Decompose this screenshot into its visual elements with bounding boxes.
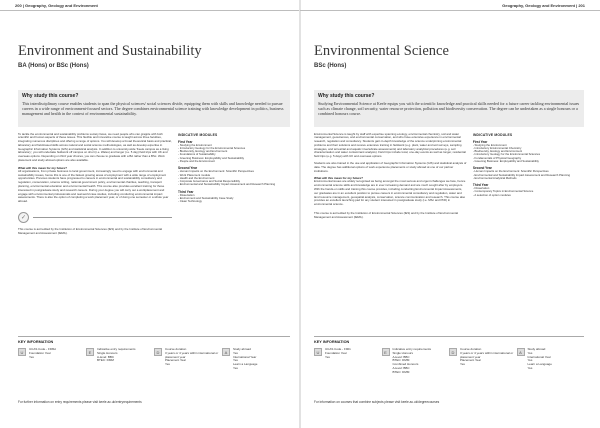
key-info-heading: KEY INFORMATION [314,340,350,344]
module-item: - Environment and Sustainability Case Study [178,196,234,201]
key-info-title: Study abroad [233,347,251,351]
key-info-title: Indicative entry requirements [392,347,432,351]
module-item: - Studying the Environment [178,142,212,147]
body-paragraph: To tackle the environmental and sustainability problems society faces, we need people who can grapple with both scientific and human aspects of these issues. This flexible and innovative course is taught across three faculties, integrating numerous disciplines and offering a range of options. You will develop a broad theoretical basis and practical, laboratory and field-based skills across natural and social science methodologies, as well as develop expertise in Geographic Information Systems (GIS) and statistical analysis. In addition to university-wide 'Keele campus as a living laboratory', you will undertake fieldwork off campus on short (i.e. Wales) and longer (i.e. 5 day) field trips with UK and overseas options. Depending on third year choices, you can choose to graduate with a BA rather than a BSc. Work placement and study abroad options are also available. [18,131,172,163]
key-info-ucas [314,348,382,375]
future-heading: What will this mean for my future? [18,165,68,170]
key-info-line: BTEC: DMM [97,358,114,363]
section-name: Geography, Geology and Environment [502,2,575,8]
key-info-line: Yes [233,358,238,363]
key-info-line: Learn a Language [527,362,552,367]
module-item: - Greening Business: Employability and Sustainability [178,155,245,160]
module-item: - Human Impacts on the Environment: Scientific Perspectives [178,169,254,174]
key-info-line: International Year [233,354,257,359]
module-item: - Human Impacts on the Environment: Scientific Perspectives [472,169,549,174]
module-item: - Introductory Geology for the Environmental Sciences [178,145,246,150]
module-item: - Clean Technology [178,199,202,204]
ucas-icon: U [18,348,26,356]
course-description [314,133,473,220]
module-item: - Dissertation [178,192,195,197]
module-item: - Greening Business: Employability and Sustainability [472,158,539,163]
key-info-line: 3 years or 4 years within international or placement year [165,350,219,359]
year-heading: Third Year [178,189,194,194]
key-info-line: Learn a Language [233,362,258,367]
key-info-line: Foundation Year [325,350,347,355]
accreditation-badges [18,212,172,223]
key-info-duration [449,348,517,375]
module-item: - A selection of option modules [472,192,511,197]
key-info-line: Placement Year [460,358,482,363]
key-info-abroad [517,348,585,375]
left-header-text: 200 | Geography, Geology and Environment [15,2,98,8]
key-info-line: Yes [527,350,533,355]
module-item: - Studying the Environment [472,142,507,147]
body-paragraph: Students are also trained in the use and application of Geographic Information Systems (GIS) and statistical analysis of data. The degree has additional options of work experience placements or study abroad at one of our partner institutions. [314,161,467,173]
module-item: - Dissertation [472,186,490,191]
future-text: All organisations, from private business to local government, increasingly need to engage with environmental and sustainability issues, hence this is one of the fastest growing areas of employment with a wide range of employment opportunities. Previous students have progressed to careers in environmental and sustainability consultancy and regulation, conservation, science writing, national government policy, environmental charities, teaching, transport planning, environmental education and environmental health. This course also provides excellent training for those interested in postgraduate study and research careers. During your degree you will carry out a workplacement and engage with environmental professionals and real-world case studies, including conducting environmental impact assessments. There is also the option of completing a work placement year, or of doing one semester or a whole year abroad. [18,168,169,204]
year-heading: Second Year [472,166,492,171]
module-item: - People and the Environment [178,158,216,163]
accreditation-logo-icon: ✓ [18,212,29,223]
right-page [300,0,600,428]
year-heading: First Year [472,139,488,144]
key-info-line: Yes [233,350,238,355]
module-item: - Environmental and Sustainability Impact Assessment and Research Planning [472,172,571,177]
key-info-line: Placement Year [165,358,187,363]
accreditation-text: This course is accredited by the Institution of Environmental Sciences (IES) and by the Institute of Environmental Management and Assessment (IEMA). [314,211,458,219]
module-item: - Biodiversity, Ecology and Environment [472,149,523,154]
key-info-line: A-level: BBC [392,354,410,359]
entry-icon: E [382,348,390,356]
why-study-box [314,90,584,127]
body-paragraph: Environmental Science is taught by staff with expertise spanning ecology, environmental chemistry, soil and water management, geosciences, and environmental conservation, and who have extensive experience in environmental research, regulation and consultancy. Students gain in-depth knowledge of the science underpinning environmental problems and their solutions and receive extensive training in fieldwork (e.g. plant, water and soil surveys, sampling strategies, and terrestrial and aquatic invertebrate assessments) and laboratory analytical procedures (e.g. soil characterisation and water contaminant analysis). Field trips include local, one-day events as well as longer, residential field trips (e.g. 5 days) with UK and overseas options. [314,131,466,159]
duration-icon: D [449,348,457,356]
right-page-header [300,0,600,11]
why-study-text: This interdisciplinary course enables students to span the physical sciences/ social sciences divide, equipping them with skills and knowledge needed to pursue careers in a wide range of environment-focused sectors. The degree combines environmental science training with knowledge development in politics, business management and health in the context of environmental sustainability. [22,100,284,116]
duration-icon: D [154,348,162,356]
entry-icon: E [86,348,94,356]
module-item: - Environmental Analytical Methods [472,175,517,180]
module-item: - Introductory Environmental Chemistry [472,145,522,150]
page-title: Environment and Sustainability [18,43,202,59]
module-item: - Biodiversity, Ecology and Environment [178,149,228,154]
degree-subtitle: BA (Hons) or BSc (Hons) [18,62,89,69]
future-heading: What will this mean for my future? [314,176,364,181]
year-heading: Second Year [178,166,198,171]
year-heading: First Year [178,139,193,144]
ucas-icon: U [314,348,322,356]
footer-note: For information on courses that combine subjects please visit keele.ac.uk/degreecourses [314,400,440,404]
key-info-abroad [222,348,290,371]
page-title: Environmental Science [314,43,449,59]
key-info-line: Yes [165,362,170,367]
key-info-line: Yes [460,362,465,367]
key-info-line: Yes [29,354,34,359]
key-info-line: Combined Honours [392,362,419,367]
key-info-line: Yes [527,358,533,363]
course-description [18,133,178,236]
key-info-title: Study abroad [527,347,546,351]
key-info-heading: KEY INFORMATION [18,340,54,344]
left-page-header [0,0,300,11]
key-info-line: International Year [527,354,551,359]
key-info-line: Yes [325,354,330,359]
modules-heading: INDICATIVE MODULES [472,132,513,137]
key-info-title: UCAS Code - F901 [325,347,351,351]
module-item: - Work Placement module [178,172,211,177]
divider [33,217,172,218]
key-info-duration [154,348,222,371]
degree-subtitle: BSc (Hons) [314,62,347,69]
why-study-heading: Why study this course? [318,92,375,99]
key-info-title: Course duration [460,347,482,351]
future-text: Environmental issues are widely recognised as being amongst the most serious and urgent challenges we face, hence environmental science skills and knowledge are in ever increasing demand and are much sought after by employers. With the hands-on skills and training this course provides, including conducting Environmental Impact Assessments, our graduates are in an excellent position to pursue careers in environmental consultancy and regulation, water and land resource management, geospatial analysis, conservation, science communication and research. This course also provides an excellent launching pad for any student interested in postgraduate study (i.e. MSc and PhD) in environmental science. [314,179,466,207]
key-info-line: BTEC: DMM [392,369,410,374]
key-info-title: UCAS Code - FD8H [29,347,56,351]
key-info-line: Single Honours [97,350,118,355]
key-info-line: Yes [527,365,533,370]
why-study-box [18,90,290,127]
module-item: - Introductory Geology for the Environmental Sciences [472,152,541,157]
study-abroad-icon: A [517,348,525,356]
module-item: - Fundamentals of Physical Geography [472,155,522,160]
module-item: - Health and the Environment [178,175,215,180]
section-name: Geography, Geology and Environment [25,2,98,8]
module-item: - Contemporary Topics in Environmental Science [472,189,534,194]
key-information [314,336,584,386]
key-info-line: A-level: BBC [97,354,115,359]
module-item: - Corporate Governance and Social Responsibility [178,179,241,184]
why-study-heading: Why study this course? [22,92,79,99]
footer-note: For further information on entry requirements please visit keele.ac.uk/entryrequirements [18,400,142,404]
key-info-ucas [18,348,86,371]
key-info-line: Single Honours [392,350,414,355]
indicative-modules [473,133,584,220]
key-info-entry [382,348,450,375]
key-info-line: BTEC: DMM [392,358,410,363]
page-number: 201 [578,2,585,8]
why-study-text: Studying Environmental Science at Keele equips you with the scientific knowledge and practical skills needed for a future career tackling environmental issues such as climate change, soil security, water resource protection, pollution and biodiversity conservation. The degree can be undertaken as a single honours or a combined honours course. [318,100,580,116]
year-heading: Third Year [472,183,489,188]
key-info-line: 3 years or 4 years within international or placement year [460,350,514,359]
key-info-title: Indicative entry requirements [97,347,136,351]
key-info-line: A-level: BBC [392,365,410,370]
key-info-title: Course duration [165,347,187,351]
modules-heading: INDICATIVE MODULES [178,132,218,137]
key-info-line: Yes [233,365,238,370]
key-info-entry [86,348,154,371]
key-info-line: Foundation Year [29,350,51,355]
indicative-modules [178,133,290,236]
study-abroad-icon: A [222,348,230,356]
accreditation-text: This course is accredited by the Institution of Environmental Sciences (IES) and by the Institute of Environmental Management and Assessment (IEMA). [18,227,162,235]
module-item: - Environmental and Sustainability Impact Assessment and Research Planning [178,182,276,187]
page-number: 200 [15,2,22,8]
right-header-text: Geography, Geology and Environment | 201 [502,2,585,8]
module-item: - Foundations of Sustainability [178,152,216,157]
key-information [18,336,290,386]
